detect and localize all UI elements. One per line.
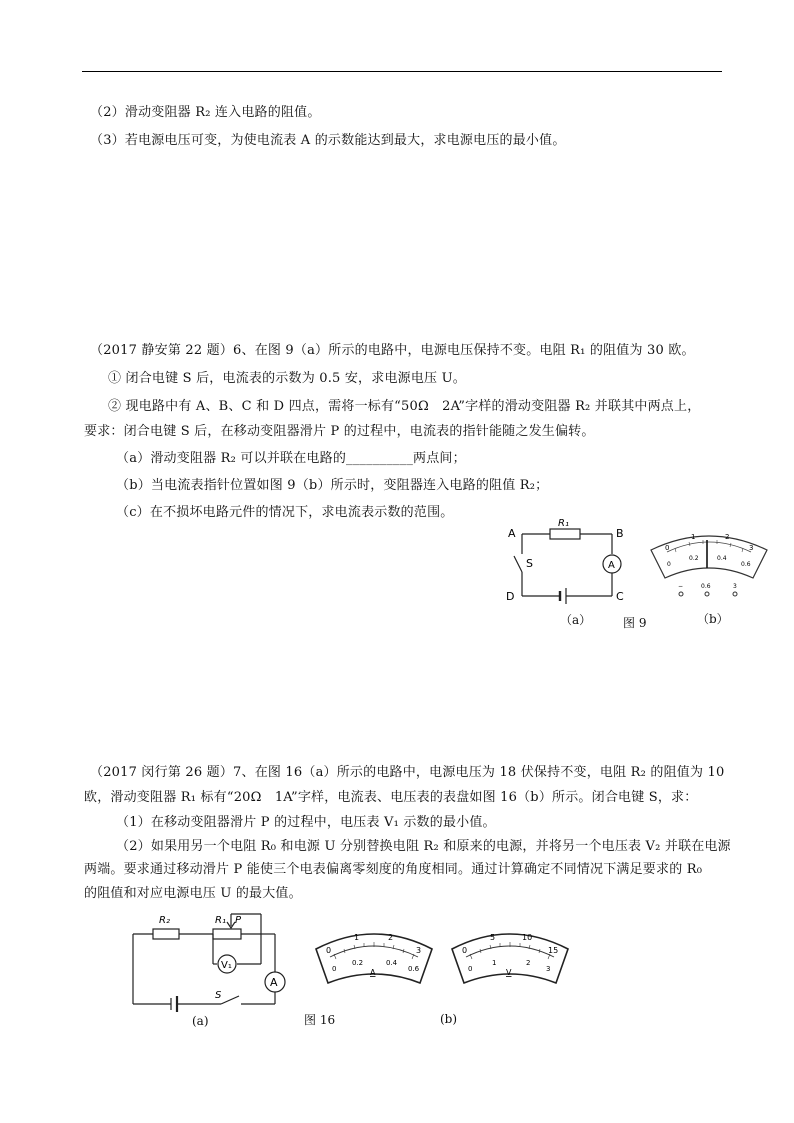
p6-qa: （a）滑动变阻器 R₂ 可以并联在电路的__________两点间； xyxy=(116,451,466,466)
fig16-amm-top-0: 0 xyxy=(326,946,332,955)
fig9-label-a: A xyxy=(508,527,516,540)
fig16-amm-bot-1: 0.2 xyxy=(352,959,364,967)
fig9-caption-a: （a） xyxy=(560,613,592,627)
fig16-vol-top-10: 10 xyxy=(522,933,533,942)
fig9b-term-neg: − xyxy=(678,583,684,590)
fig16-caption: 图 16 xyxy=(304,1013,336,1027)
fig16-vol-bot-0: 0 xyxy=(468,965,473,973)
fig16-amm-bot-0: 0 xyxy=(332,965,337,973)
figure9b-ammeter-dial xyxy=(645,528,773,604)
fig16-vol-top-0: 0 xyxy=(462,946,468,955)
s1-line-3: （3）若电源电压可变，为使电流表 A 的示数能达到最大，求电源电压的最小值。 xyxy=(90,133,566,148)
fig16-vol-top-15: 15 xyxy=(548,946,559,955)
fig16-label-r1: R₁ xyxy=(215,915,226,926)
figure16b-voltmeter-dial xyxy=(448,927,572,991)
p7-q1: （1）在移动变阻器滑片 P 的过程中，电压表 V₁ 示数的最小值。 xyxy=(116,815,496,830)
header-rule xyxy=(82,71,722,72)
p6-q1: ① 闭合电键 S 后，电流表的示数为 0.5 安，求电源电压 U。 xyxy=(108,371,466,386)
p7-q2-cont: 两端。要求通过移动滑片 P 能使三个电表偏离零刻度的角度相同。通过计算确定不同情况下满足要求的 R₀ xyxy=(84,862,703,877)
fig16-caption-b: (b) xyxy=(440,1012,458,1026)
fig9b-bot-2: 0.4 xyxy=(717,555,727,562)
fig9b-top-0: 0 xyxy=(665,544,670,552)
fig16-vol-bot-2: 2 xyxy=(526,959,531,967)
fig16-amm-top-1: 1 xyxy=(354,933,360,942)
fig16-vol-bot-1: 1 xyxy=(492,959,497,967)
p6-qb: （b）当电流表指针位置如图 9（b）所示时，变阻器连入电路的阻值 R₂； xyxy=(116,478,549,493)
figure9a-circuit xyxy=(500,518,640,608)
fig16-amm-bot-3: 0.6 xyxy=(408,965,420,973)
fig16-label-a: A xyxy=(270,976,278,989)
fig16-vol-unit: V xyxy=(506,968,512,977)
figure16b-ammeter-dial xyxy=(312,927,436,991)
fig9b-bot-1: 0.2 xyxy=(689,555,699,562)
fig16-amm-top-3: 3 xyxy=(416,946,422,955)
fig16-label-r2: R₂ xyxy=(159,915,170,926)
fig16-caption-a: (a) xyxy=(192,1014,209,1028)
fig9-label-d: D xyxy=(506,590,515,603)
fig16-label-p: P xyxy=(235,915,242,926)
p7-title-cont: 欧，滑动变阻器 R₁ 标有“20Ω 1A”字样，电流表、电压表的表盘如图 16（b）所示。闭合电键 S，求： xyxy=(84,790,698,805)
fig9b-term-3: 3 xyxy=(733,583,737,590)
p6-title: （2017 静安第 22 题）6、在图 9（a）所示的电路中，电源电压保持不变。电阻 R₁ 的阻值为 30 欧。 xyxy=(90,343,695,358)
fig16-vol-top-5: 5 xyxy=(490,933,496,942)
fig9b-bot-3: 0.6 xyxy=(741,561,751,568)
fig9-label-c: C xyxy=(616,590,624,603)
fig9-caption: 图 9 xyxy=(623,616,647,630)
p7-title: （2017 闵行第 26 题）7、在图 16（a）所示的电路中，电源电压为 18 伏保持不变，电阻 R₂ 的阻值为 10 xyxy=(90,765,725,780)
fig9b-bot-0: 0 xyxy=(667,561,671,568)
fig9b-top-2: 2 xyxy=(725,533,730,541)
p7-q2: （2）如果用另一个电阻 R₀ 和电源 U 分别替换电阻 R₂ 和原来的电源，并将另一个电压表 V₂ 并联在电源 xyxy=(116,839,731,854)
fig9-label-r1: R₁ xyxy=(558,518,569,529)
s1-line-2: （2）滑动变阻器 R₂ 连入电路的阻值。 xyxy=(90,105,321,120)
figure16a-circuit xyxy=(125,908,297,1013)
fig9-caption-b: （b） xyxy=(697,612,729,626)
fig9b-top-1: 1 xyxy=(691,533,696,541)
fig16-vol-bot-3: 3 xyxy=(546,965,551,973)
fig16-label-s: S xyxy=(215,990,222,1001)
fig9b-top-3: 3 xyxy=(749,544,754,552)
p6-q2-cont: 要求：闭合电键 S 后，在移动变阻器滑片 P 的过程中，电流表的指针能随之发生偏转。 xyxy=(84,424,595,439)
fig16-amm-bot-2: 0.4 xyxy=(386,959,398,967)
fig9-ammeter-label: A xyxy=(608,560,615,571)
fig9b-term-06: 0.6 xyxy=(701,583,711,590)
fig16-label-v1: V₁ xyxy=(221,960,232,971)
p6-qc: （c）在不损坏电路元件的情况下，求电流表示数的范围。 xyxy=(116,505,454,520)
fig9-label-s: S xyxy=(526,557,533,570)
p6-q2: ② 现电路中有 A、B、C 和 D 四点，需将一标有“50Ω 2A”字样的滑动变阻器 R₂ 并联其中两点上， xyxy=(108,399,701,414)
p7-q2-cont2: 的阻值和对应电源电压 U 的最大值。 xyxy=(84,886,302,901)
fig16-amm-unit: A xyxy=(370,968,376,977)
fig9-label-b: B xyxy=(616,527,624,540)
fig16-amm-top-2: 2 xyxy=(388,933,394,942)
